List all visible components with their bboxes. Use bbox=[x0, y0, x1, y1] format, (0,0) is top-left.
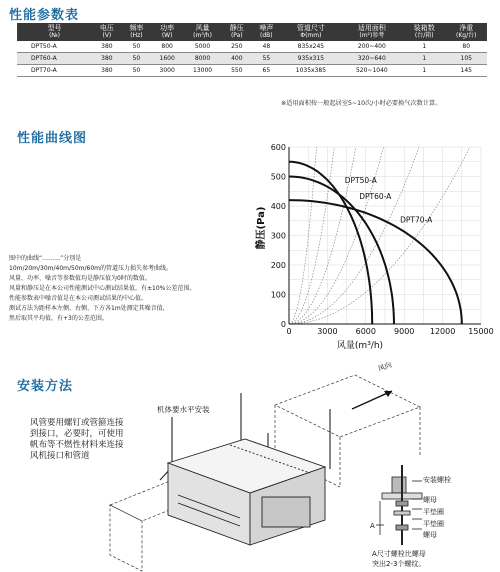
table-cell: 400 bbox=[222, 53, 252, 65]
header-cell: 型号 (№) bbox=[17, 23, 92, 41]
y-axis-label: 静压(Pa) bbox=[256, 206, 267, 250]
params-table-header bbox=[17, 23, 487, 41]
fan-unit bbox=[168, 439, 325, 545]
table-cell: 80 bbox=[445, 41, 487, 53]
x-tick-label: 3000 bbox=[317, 327, 338, 336]
table-cell: 550 bbox=[222, 65, 252, 77]
install-text-line: 风管要用螺钉或管箍连接 bbox=[30, 418, 124, 428]
detail-label-nut: 螺母 bbox=[423, 496, 437, 504]
table-cell: 3000 bbox=[151, 65, 183, 77]
table-cell: DPT70-A bbox=[17, 65, 92, 77]
table-cell: 8000 bbox=[183, 53, 222, 65]
header-cell: 静压 (Pa) bbox=[222, 23, 252, 41]
header-cell: 噪声 (dB) bbox=[252, 23, 282, 41]
table-cell: 520~1040 bbox=[341, 65, 403, 77]
header-cell: 电压 (V) bbox=[92, 23, 122, 41]
table-cell: 1 bbox=[403, 65, 445, 77]
table-cell: 1600 bbox=[151, 53, 183, 65]
detail-label-nut-2: 螺母 bbox=[423, 531, 437, 539]
table-row bbox=[17, 41, 487, 53]
table-cell: 935x315 bbox=[281, 53, 341, 65]
performance-chart bbox=[250, 138, 494, 353]
y-tick-label: 100 bbox=[270, 290, 286, 300]
y-tick-label: 600 bbox=[270, 143, 286, 152]
table-cell: 380 bbox=[92, 41, 122, 53]
series-label: DPT50-A bbox=[344, 176, 377, 186]
y-tick-label: 200 bbox=[270, 261, 286, 270]
header-cell: 功率 (W) bbox=[151, 23, 183, 41]
params-table-body bbox=[17, 41, 487, 77]
table-cell: 380 bbox=[92, 53, 122, 65]
note-line: 测试方法为距样本左侧、右侧、下方各1m处测定其噪音值， bbox=[9, 305, 169, 312]
x-tick-label: 15000 bbox=[468, 327, 494, 336]
table-cell: 50 bbox=[122, 53, 152, 65]
header-cell: 风量 (m³/h) bbox=[183, 23, 222, 41]
note-line: 性能参数表中噪音值是在本公司测试结果的中心值。 bbox=[9, 295, 148, 302]
header-cell: 管道尺寸 Φ(mm) bbox=[281, 23, 341, 41]
table-cell: DPT60-A bbox=[17, 53, 92, 65]
series-label: DPT70-A bbox=[400, 215, 433, 225]
x-axis-label: 风量(m³/h) bbox=[336, 341, 384, 351]
table-cell: 145 bbox=[445, 65, 487, 77]
table-row bbox=[17, 53, 487, 65]
y-tick-label: 400 bbox=[270, 202, 286, 211]
level-install-label: 机体要水平安装 bbox=[157, 405, 210, 414]
table-cell: 1 bbox=[403, 41, 445, 53]
note-line: 风量、功率、噪音等参数值均是静压值为0时的数值。 bbox=[9, 275, 151, 282]
fan-curve bbox=[289, 200, 462, 324]
airflow-label: 风向 bbox=[377, 360, 393, 374]
params-footnote: ※适用面积按一般起居室5~10次/小时必要换气次数计算。 bbox=[281, 100, 442, 107]
install-text-line: 帆布等不燃性材料来连接 bbox=[30, 440, 124, 450]
bolt-note-line-2: 突出2-3个螺纹。 bbox=[372, 560, 426, 568]
table-cell: 105 bbox=[445, 53, 487, 65]
note-line: 风量和静压是在本公司性能测试中心测试结果值，有±10%公差范围。 bbox=[9, 285, 196, 292]
table-cell: 50 bbox=[122, 65, 152, 77]
note-line: 10m/20m/30m/40m/50m/60m的管道压力损失参考曲线。 bbox=[9, 265, 172, 272]
x-tick-label: 12000 bbox=[429, 327, 456, 336]
header-cell: 净重 (Kg/台) bbox=[445, 23, 487, 41]
install-text-line: 风机接口和管道 bbox=[30, 451, 90, 461]
series-labels bbox=[345, 176, 433, 224]
table-cell: 250 bbox=[222, 41, 252, 53]
table-cell: 320~640 bbox=[341, 53, 403, 65]
table-cell: 1035x385 bbox=[281, 65, 341, 77]
table-cell: 65 bbox=[252, 65, 282, 77]
table-cell: 13000 bbox=[183, 65, 222, 77]
y-tick-label: 0 bbox=[280, 320, 286, 329]
table-cell: 55 bbox=[252, 53, 282, 65]
header-cell: 适用面积 (m²)参考 bbox=[341, 23, 403, 41]
y-tick-label: 300 bbox=[270, 231, 286, 241]
x-tick-label: 6000 bbox=[355, 327, 376, 336]
table-row bbox=[17, 65, 487, 77]
install-text-line: 到接口，必要时，可使用 bbox=[30, 429, 124, 439]
table-cell: 800 bbox=[151, 41, 183, 53]
x-tick-label: 9000 bbox=[394, 327, 415, 336]
bolt-note-line-1: A尺寸螺栓比螺母 bbox=[372, 550, 426, 558]
table-cell: 1 bbox=[403, 53, 445, 65]
x-tick-label: 0 bbox=[286, 327, 292, 336]
y-tick-label: 500 bbox=[270, 172, 286, 182]
header-cell: 频率 (Hz) bbox=[122, 23, 152, 41]
detail-label-bolt: 安装螺栓 bbox=[423, 476, 451, 484]
curve-section-title: 性能曲线图 bbox=[17, 131, 88, 146]
detail-label-washer-2: 平垫圈 bbox=[423, 520, 444, 528]
table-cell: 5000 bbox=[183, 41, 222, 53]
header-row bbox=[17, 23, 487, 41]
chart-grid bbox=[289, 147, 481, 324]
table-cell: 380 bbox=[92, 65, 122, 77]
table-cell: 48 bbox=[252, 41, 282, 53]
note-line: 然后取其平均值，有+3的公差范围。 bbox=[9, 315, 108, 322]
airflow-arrow bbox=[352, 391, 392, 409]
dimension-label: A bbox=[370, 522, 375, 530]
header-cell: 装箱数 (台/箱) bbox=[403, 23, 445, 41]
table-cell: 835x245 bbox=[281, 41, 341, 53]
series-label: DPT60-A bbox=[359, 192, 392, 202]
curve-notes bbox=[9, 254, 195, 324]
params-section-title: 性能参数表 bbox=[9, 8, 80, 23]
table-cell: 50 bbox=[122, 41, 152, 53]
table-cell: DPT50-A bbox=[17, 41, 92, 53]
note-line: 图中的曲线“………”分别是 bbox=[9, 255, 82, 262]
bolt-detail bbox=[376, 465, 422, 545]
table-cell: 200~400 bbox=[341, 41, 403, 53]
fan-curve bbox=[289, 162, 372, 324]
install-section-title: 安装方法 bbox=[17, 379, 74, 394]
fan-curves bbox=[289, 162, 462, 324]
params-table bbox=[17, 23, 487, 77]
detail-label-washer: 平垫圈 bbox=[423, 508, 444, 516]
